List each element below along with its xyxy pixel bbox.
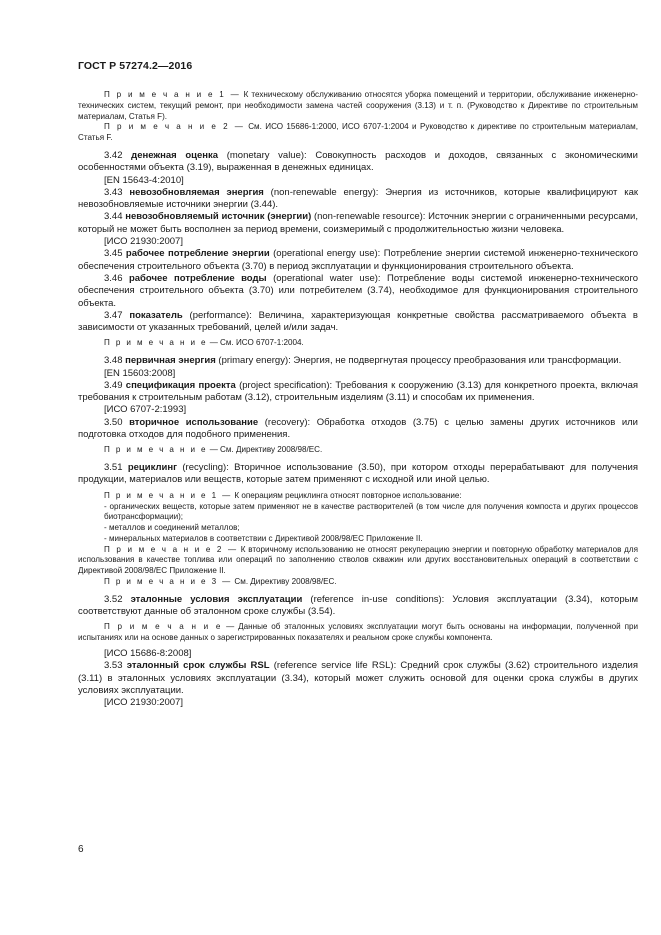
def-text: (reference in-use conditions): Условия эксплуатации (3.34), которым соответствуют данные об эталонном сроке службы (3.54).: [78, 593, 638, 618]
def-term: невозобновляемый источник (энергии): [125, 211, 312, 223]
definition-3-48: [78, 355, 638, 367]
def-text: (recycling): Вторичное использование (3.50), при котором отходы перерабатывают для получения продукции, материалов или веществ, которые затем применяют с исходной или иной целью.: [78, 462, 638, 486]
page-number: 6: [78, 844, 84, 855]
note-text: К вторичному использованию не относят рекуперацию энергии и повторную обработку материалов для использования в качестве топлива или операций по заполнению стволов скважин или других восстановительных операций в соответствии с Директивой 2008/98/EC Приложение II.: [78, 544, 638, 576]
list-item: - металлов и соединений металлов;: [104, 523, 240, 533]
source-ref: [EN 15603:2008]: [104, 367, 176, 379]
source-ref: [ИСО 15686-8:2008]: [104, 648, 192, 660]
def-text: (operational energy use): Потребление энергии системой инженерно-технического обеспечения строительного объекта (3.70) в период эксплуатации и функционирования строительного объекта.: [78, 248, 638, 272]
def-text: (non-renewable energy): Энергия из источников, которые квалифицируют как невозобновляемые источники энергии (3.44).: [78, 186, 639, 211]
source-ref: [ИСО 21930:2007]: [104, 236, 183, 248]
definition-3-42: [78, 150, 638, 175]
def-number: 3.43: [104, 186, 130, 198]
def-number: 3.51: [104, 462, 128, 474]
def-term: рециклинг: [127, 462, 178, 474]
def-term: эталонные условия эксплуатации: [130, 593, 303, 605]
def-term: вторичное использование: [129, 416, 259, 428]
def-term: первичная энергия: [125, 355, 216, 367]
definition-3-44: [78, 211, 638, 236]
list-item: - минеральных материалов в соответствии с Директивой 2008/98/EC Приложение II.: [104, 533, 423, 543]
note-label: П р и м е ч а н и е 1 —: [104, 490, 233, 500]
def-term: спецификация проекта: [125, 379, 236, 391]
note-label: П р и м е ч а н и е 3 —: [104, 577, 233, 587]
note: [78, 445, 638, 456]
note-text: — См. ИСО 6707-1:2004.: [207, 338, 304, 348]
list-item: - органических веществ, которые затем применяют не в качестве растворителей (в том числе для получения компоста и других процессов биотрансформации);: [104, 501, 638, 522]
note: [78, 338, 638, 349]
source-ref: [ИСО 6707-2:1993]: [104, 404, 187, 416]
def-number: 3.46: [104, 272, 129, 284]
def-text: (project specification): Требования к сооружению (3.13) для конкретного проекта, включая требования к строительным работам (3.12), строительным изделиям (3.11) и способам их применения.: [78, 379, 638, 404]
def-number: 3.49: [104, 379, 126, 391]
definition-3-50: [78, 417, 638, 442]
def-term: рабочее потребление воды: [128, 272, 267, 284]
note-label: П р и м е ч а н и е 2 —: [104, 122, 245, 132]
source-ref: [ИСО 21930:2007]: [104, 697, 183, 709]
definition-3-52: [78, 594, 638, 619]
definition-3-46: [78, 273, 638, 310]
def-number: 3.50: [104, 416, 130, 428]
note-label: П р и м е ч а н и е 1 —: [104, 90, 241, 99]
def-number: 3.42: [104, 149, 132, 161]
definition-3-49: [78, 380, 638, 405]
note-label: П р и м е ч а н и е: [104, 445, 208, 455]
def-number: 3.48: [104, 355, 126, 367]
note-1: [78, 491, 638, 502]
def-number: 3.53: [104, 660, 127, 672]
note-text: См. Директиву 2008/98/EC.: [232, 577, 337, 587]
def-number: 3.45: [104, 248, 126, 260]
document-header: ГОСТ Р 57274.2—2016: [78, 60, 193, 72]
note-label: П р и м е ч а н и е: [104, 338, 208, 348]
note-text: — См. Директиву 2008/98/EC.: [207, 445, 323, 455]
note: [78, 622, 638, 644]
definition-3-53: [78, 660, 638, 697]
def-text: (recovery): Обработка отходов (3.75) с целью замены других источников или подготовка отходов для подобного применения.: [78, 416, 638, 441]
note-3: [78, 577, 638, 588]
definition-3-43: [78, 187, 638, 212]
def-number: 3.47: [104, 309, 130, 321]
def-number: 3.52: [104, 593, 131, 605]
note-text: К техническому обслуживанию относятся уборка помещений и территории, обслуживание инженерно-технических систем, текущий ремонт, при необходимости замена частей сооружения (3.13) и т. п. (Руководство к Директиве по строительным материалам, Статья F).: [78, 90, 639, 121]
note-text: См. ИСО 15686-1:2000, ИСО 6707-1:2004 и Руководство к директиве по строительным материалам, Статья F.: [78, 122, 638, 143]
definition-3-51: [78, 462, 638, 487]
def-text: (primary energy): Энергия, не подвергнутая процессу преобразования или трансформации.: [215, 355, 622, 367]
document-body: [78, 90, 638, 710]
note-label: П р и м е ч а н и е: [104, 622, 223, 632]
definition-3-45: [78, 248, 638, 273]
note-2: [78, 122, 638, 144]
note-label: П р и м е ч а н и е 2 —: [104, 544, 238, 554]
def-term: эталонный срок службы RSL: [126, 660, 270, 672]
definition-3-47: [78, 310, 638, 335]
def-term: невозобновляемая энергия: [129, 186, 264, 198]
def-term: показатель: [129, 309, 183, 321]
def-text: (monetary value): Совокупность расходов и доходов, связанных с экономическими особенностями объекта (3.19), выраженная в денежных единицах.: [78, 149, 638, 174]
def-text: (operational water use): Потребление воды системой инженерно-технического обеспечения строительного объекта (3.70) или потребителем (3.74), необходимое для функционирования строительного объекта.: [78, 272, 638, 309]
def-text: (performance): Величина, характеризующая конкретные свойства рассматриваемого объекта в зависимости от указанных требований, целей и/или задач.: [78, 309, 638, 334]
def-term: рабочее потребление энергии: [125, 248, 270, 260]
def-term: денежная оценка: [131, 149, 219, 161]
note-text: — Данные об эталонных условиях эксплуатации могут быть основаны на информации, полученной при испытаниях или на основе данных о зарегистрированных показателях и реальном сроке службы компонента.: [78, 622, 638, 643]
note-1: [78, 90, 638, 122]
note-text: К операциям рециклинга относят повторное использование:: [232, 490, 462, 500]
note-2: [78, 545, 638, 577]
def-number: 3.44: [104, 211, 126, 223]
def-text: (non-renewable resource): Источник энергии с ограниченными ресурсами, который не может быть восполнен за период времени, соизмеримый с продолжительностью жизни человека.: [78, 211, 638, 235]
source-ref: [EN 15643-4:2010]: [104, 174, 184, 186]
def-text: (reference service life RSL): Средний срок службы (3.62) строительного изделия (3.11) в эталонных условиях эксплуатации (3.34), который может служить основой для оценки срока службы в других условиях эксплуатации.: [78, 660, 639, 696]
